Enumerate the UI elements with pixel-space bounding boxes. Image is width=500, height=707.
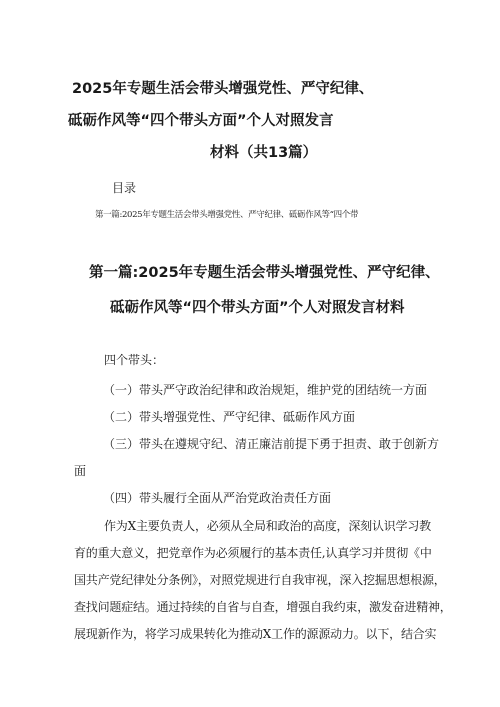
body-text-line-4: 查找问题症结。通过持续的自省与自查，增强自我约束，激发奋进精神， — [74, 600, 452, 614]
document-title-line-3: 材料（共13篇） — [210, 145, 318, 161]
list-item-2: （二）带头增强党性、严守纪律、砥砺作风方面 — [103, 410, 356, 424]
section-title-line-1: 第一篇:2025年专题生活会带头增强党性、严守纪律、 — [89, 265, 440, 281]
toc-item-1[interactable]: 第一篇:2025年专题生活会带头增强党性、严守纪律、砥砺作风等“四个带 — [95, 210, 359, 220]
list-item-4: （四）带头履行全面从严治党政治责任方面 — [103, 491, 332, 505]
list-item-3: （三）带头在遵规守纪、清正廉洁前提下勇于担责、敢于创新方 — [103, 437, 440, 451]
list-item-1: （一）带头严守政治纪律和政治规矩，维护党的团结统一方面 — [103, 383, 428, 397]
list-item-3-continued: 面 — [74, 464, 87, 478]
document-title-line-2: 砥砺作风等“四个带头方面”个人对照发言 — [68, 113, 334, 129]
section-title-line-2: 砥砺作风等“四个带头方面”个人对照发言材料 — [110, 300, 405, 316]
body-text-line-3: 国共产党纪律处分条例》，对照党规进行自我审视，深入挖掘思想根源， — [74, 573, 446, 587]
body-text-line-1: 作为X主要负责人，必须从全局和政治的高度，深刻认识学习教 — [104, 519, 431, 533]
document-title-line-1: 2025年专题生活会带头增强党性、严守纪律、 — [72, 81, 374, 97]
body-text-line-5: 展现新作为，将学习成果转化为推动X工作的源源动力。以下，结合实 — [74, 627, 437, 641]
body-text-line-2: 育的重大意义，把党章作为必须履行的基本责任,认真学习并贯彻《中 — [74, 546, 432, 560]
toc-heading: 目录 — [112, 181, 137, 195]
section-intro: 四个带头： — [104, 353, 165, 367]
